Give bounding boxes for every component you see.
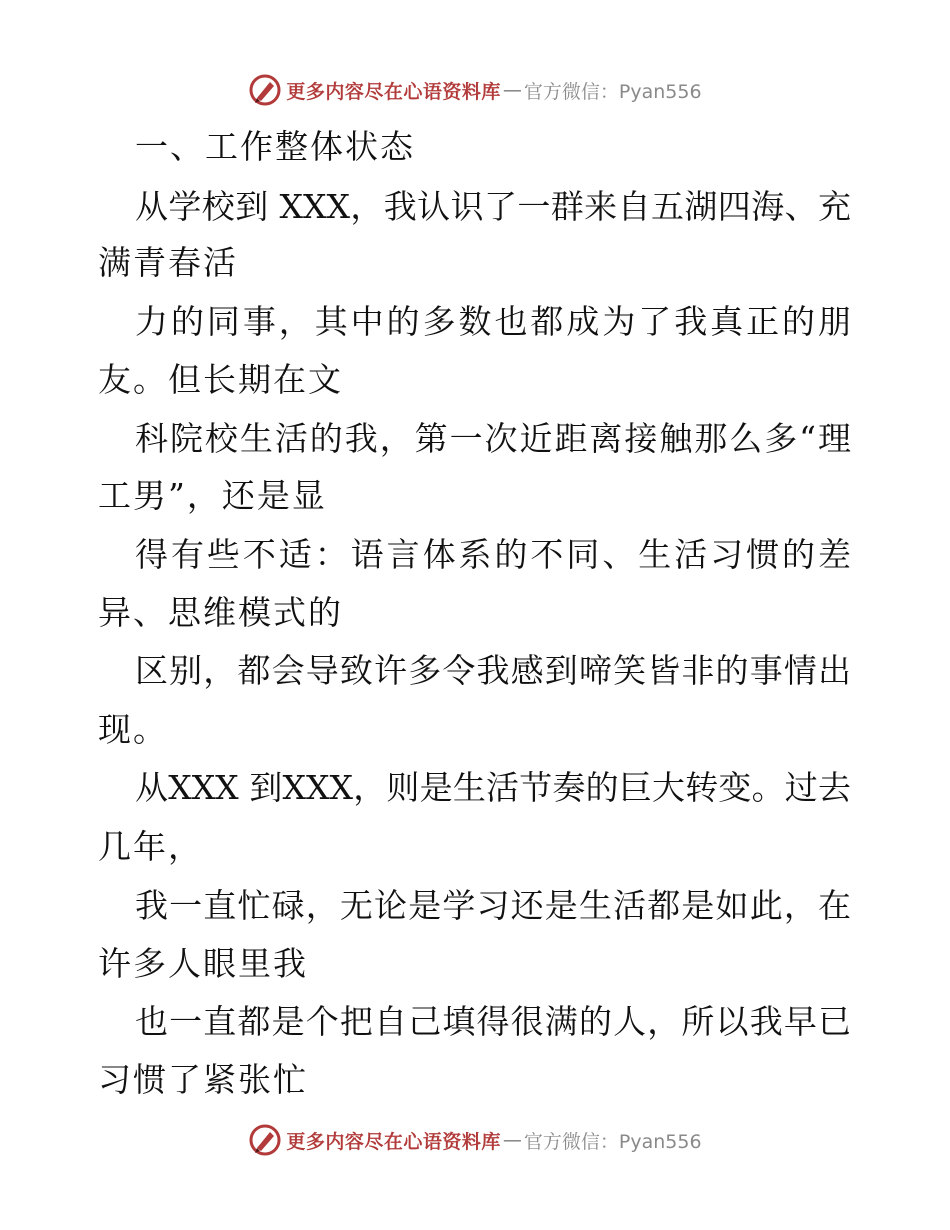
- paragraph-line: 工男”，还是显: [98, 476, 327, 515]
- paragraph-line: 满青春活: [98, 243, 238, 282]
- paragraph-line: 也一直都是个把自己填得很满的人，所以我早已: [135, 1002, 851, 1041]
- banner-dash: —: [502, 79, 522, 101]
- paragraph-line: 友。但长期在文: [98, 360, 343, 399]
- paragraph-line: 科院校生活的我，第一次近距离接触那么多“理: [135, 419, 851, 458]
- banner-dash: —: [502, 1129, 522, 1151]
- banner-title: 更多内容尽在心语资料库: [286, 80, 501, 103]
- paragraph-line: 从XXX 到XXX，则是生活节奏的巨大转变。过去: [135, 768, 851, 807]
- section-heading: 一、工作整体状态: [135, 127, 415, 166]
- paragraph-line: 现。: [98, 710, 168, 749]
- paragraph-line: 习惯了紧张忙: [98, 1060, 308, 1099]
- paragraph-line: 从学校到 XXX，我认识了一群来自五湖四海、充: [135, 187, 851, 226]
- footer-banner: [0, 1120, 950, 1160]
- banner-wechat: 官方微信：Pyan556: [523, 80, 702, 103]
- paragraph-line: 得有些不适：语言体系的不同、生活习惯的差: [135, 535, 851, 574]
- header-banner: [0, 70, 950, 110]
- pen-logo-icon: [248, 73, 282, 107]
- paragraph-line: 许多人眼里我: [98, 944, 308, 983]
- paragraph-line: 区别，都会导致许多令我感到啼笑皆非的事情出: [135, 651, 851, 690]
- pen-logo-icon: [248, 1123, 282, 1157]
- paragraph-line: 力的同事，其中的多数也都成为了我真正的朋: [135, 302, 851, 341]
- paragraph-line: 几年，: [98, 827, 203, 866]
- banner-title: 更多内容尽在心语资料库: [286, 1130, 501, 1153]
- banner-wechat: 官方微信：Pyan556: [523, 1130, 702, 1153]
- paragraph-line: 异、思维模式的: [98, 593, 343, 632]
- paragraph-line: 我一直忙碌，无论是学习还是生活都是如此，在: [135, 886, 851, 925]
